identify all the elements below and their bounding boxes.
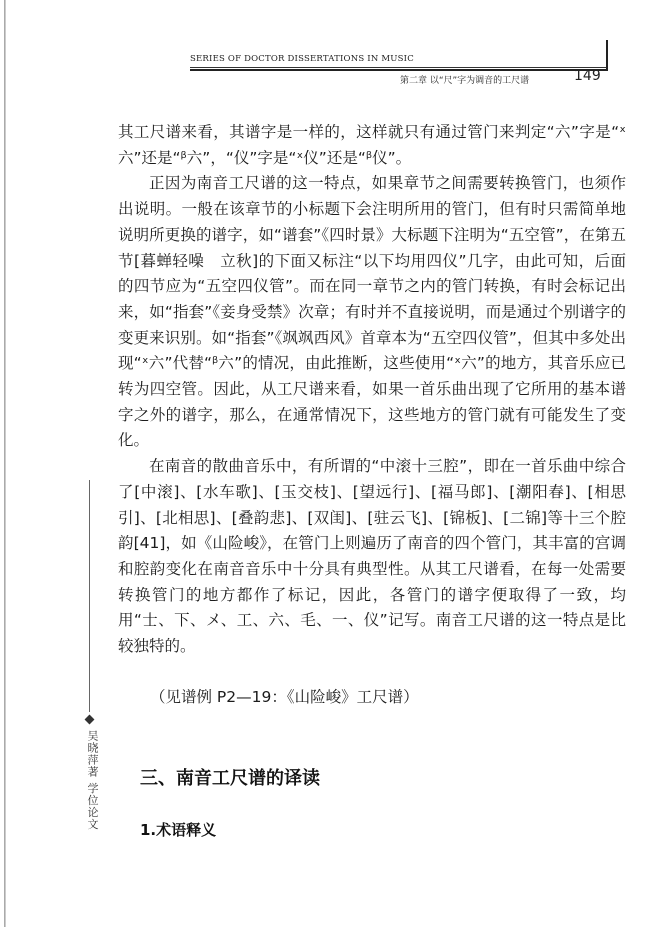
series-title: SERIES OF DOCTOR DISSERTATIONS IN MUSIC [190, 54, 414, 64]
subsection-heading: 1.术语释义 [140, 821, 217, 839]
header-rule [190, 67, 608, 68]
side-margin-line [89, 480, 90, 712]
page-binding-edge [4, 0, 6, 927]
page-number: 149 [574, 68, 601, 84]
running-header [190, 54, 618, 88]
paragraph-2: 正因为南音工尺谱的这一特点，如果章节之间需要转换管门，也须作出说明。一般在该章节的小标题下会注明所用的管门，但有时只需简单地说明所更换的谱字，如“谱套”《四时景》大标题下注明为“五空管”，在第五节[暮蝉轻噪 立秋]的下面又标注“以下均用四仪”几字，由此可知，后面的四节应为“五空四仪管”。而在同一章节之内的管门转换，有时会标记出来，如“指套”《妾身受禁》次章；有时并不直接说明，而是通过个别谱字的变更来识别。如“指套”《飒飒西风》首章本为“五空四仪管”，但其中多处出现“ˣ六”代替“ᵝ六”的情况，由此推断，这些使用“ˣ六”的地方，其音乐应已转为四空管。因此，从工尺谱来看，如果一首乐曲出现了它所用的基本谱字之外的谱字，那么，在通常情况下，这些地方的管门就有可能发生了变化。 [118, 174, 626, 450]
body-text [118, 120, 626, 660]
section-heading: 三、南音工尺谱的译读 [140, 768, 320, 789]
chapter-title: 第二章 以“尺”字为调音的工尺谱 [400, 76, 530, 86]
header-rule-thick [190, 69, 608, 71]
side-diamond-icon [85, 715, 95, 725]
side-label: 吴晓萍著 学位论文 [86, 730, 99, 831]
header-vertical-rule [606, 40, 608, 70]
example-caption: （见谱例 P2—19：《山险峻》工尺谱） [150, 688, 419, 706]
paragraph-1: 其工尺谱来看，其谱字是一样的，这样就只有通过管门来判定“六”字是“ˣ六”还是“ᵝ六”，“仪”字是“ˣ仪”还是“ᵝ仪”。 [118, 123, 626, 167]
paragraph-3: 在南音的散曲音乐中，有所谓的“中滚十三腔”，即在一首乐曲中综合了[中滚]、[水车歌]、[玉交枝]、[望远行]、[福马郎]、[潮阳春]、[相思引]、[北相思]、[叠韵悲]、[双闺]、[驻云飞]、[锦板]、[二锦]等十三个腔韵[41]，如《山险峻》，在管门上则遍历了南音的四个管门，其丰富的宫调和腔韵变化在南音音乐中十分具有典型性。从其工尺谱看，在每一处需要转换管门的地方都作了标记，因此，各管门的谱字便取得了一致，均用“士、下、メ、工、六、毛、一、仪”记写。南音工尺谱的这一特点是比较独特的。 [118, 457, 626, 656]
